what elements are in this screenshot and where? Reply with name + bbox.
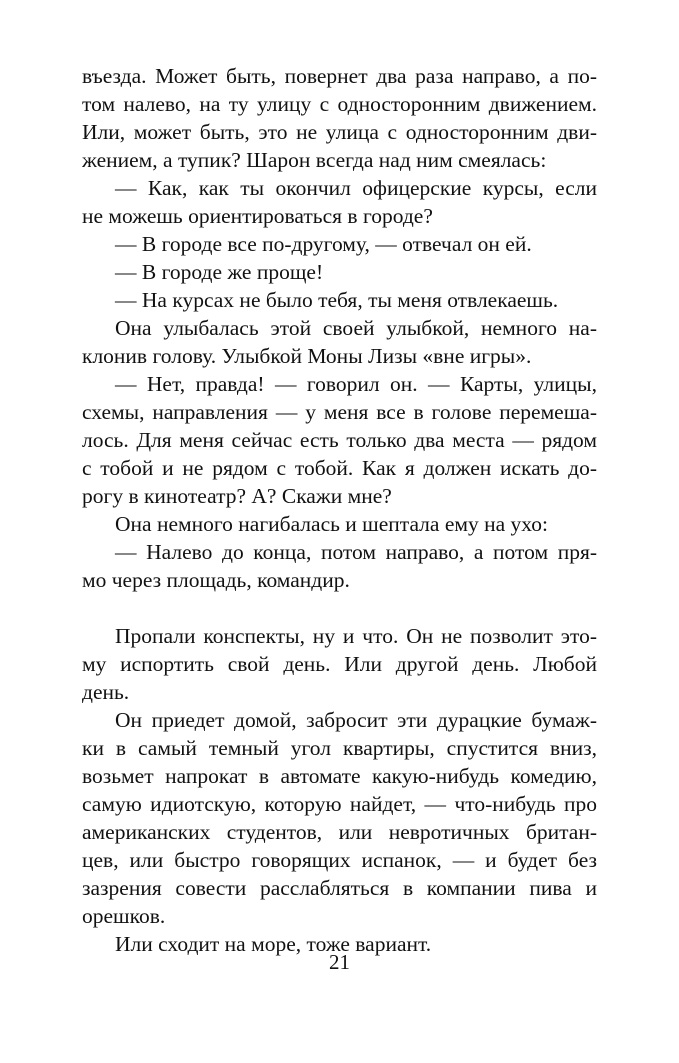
- text-line: — В городе же проще!: [115, 260, 324, 284]
- section-break: [82, 594, 597, 622]
- text-line: день.: [82, 680, 130, 704]
- text-line: въезда. Может быть, повернет два раза направо, а по-: [82, 64, 597, 88]
- text-line: — На курсах не было тебя, ты меня отвлекаешь.: [115, 288, 559, 312]
- text-line: цев, или быстро говорящих испанок, — и будет без: [82, 848, 597, 872]
- text-line: схемы, направления — у меня все в голове перемеша-: [82, 400, 597, 424]
- text-line: Она немного нагибалась и шептала ему на ухо:: [115, 512, 548, 536]
- text-line: — Нет, правда! — говорил он. — Карты, улицы,: [115, 372, 597, 396]
- text-line: рогу в кинотеатр? А? Скажи мне?: [82, 484, 392, 508]
- text-line: том налево, на ту улицу с односторонним движением.: [82, 92, 597, 116]
- text-line: — Как, как ты окончил офицерские курсы, если: [115, 176, 597, 200]
- text-line: лось. Для меня сейчас есть только два места — рядом: [82, 428, 597, 452]
- text-line: Она улыбалась этой своей улыбкой, немного на-: [115, 316, 597, 340]
- text-line: с тобой и не рядом с тобой. Как я должен искать до-: [82, 456, 597, 480]
- text-line: зазрения совести расслабляться в компании пива и: [82, 876, 597, 900]
- text-line: клонив голову. Улыбкой Моны Лизы «вне игры».: [82, 344, 532, 368]
- text-line: возьмет напрокат в автомате какую-нибудь комедию,: [82, 764, 597, 788]
- text-line: Или сходит на море, тоже вариант.: [115, 932, 432, 956]
- text-line: не можешь ориентироваться в городе?: [82, 204, 433, 228]
- text-line: ки в самый темный угол квартиры, спустится вниз,: [82, 736, 597, 760]
- text-line: орешков.: [82, 904, 166, 928]
- page-number: 21: [329, 950, 350, 974]
- text-line: жением, а тупик? Шарон всегда над ним смеялась:: [82, 148, 547, 172]
- text-line: му испортить свой день. Или другой день. Любой: [82, 652, 597, 676]
- text-line: американских студентов, или невротичных британ-: [82, 820, 597, 844]
- text-line: самую идиотскую, которую найдет, — что-нибудь про: [82, 792, 597, 816]
- text-line: Пропали конспекты, ну и что. Он не позволит это-: [115, 624, 597, 648]
- text-line: Или, может быть, это не улица с односторонним дви-: [82, 120, 597, 144]
- text-line: Он приедет домой, забросит эти дурацкие бумаж-: [115, 708, 597, 732]
- text-body: [82, 62, 597, 958]
- text-line: — Налево до конца, потом направо, а потом пря-: [115, 540, 597, 564]
- text-line: — В городе все по-другому, — отвечал он ей.: [115, 232, 532, 256]
- text-line: мо через площадь, командир.: [82, 568, 350, 592]
